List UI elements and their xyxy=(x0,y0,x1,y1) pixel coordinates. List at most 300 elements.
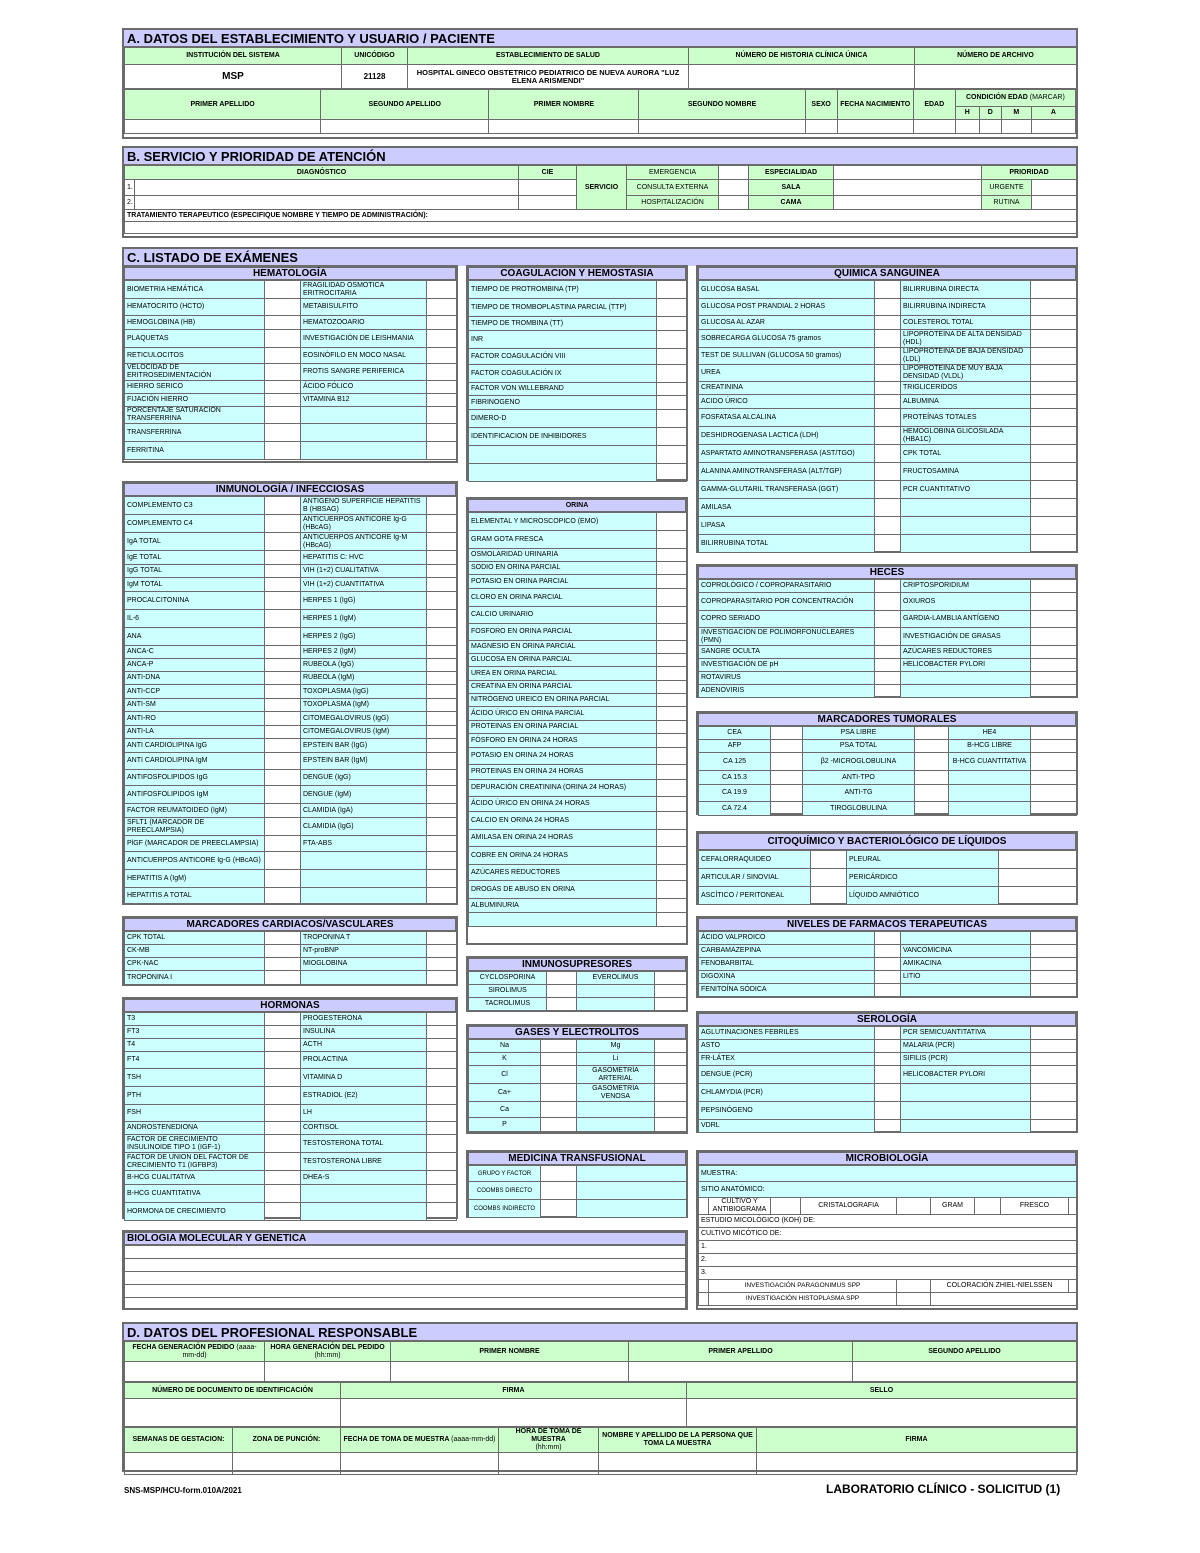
heces-exam-checkbox[interactable] xyxy=(875,672,901,685)
hematologia-exam-checkbox[interactable] xyxy=(265,394,301,407)
farmacos-exam-checkbox[interactable] xyxy=(875,984,901,997)
inmunologia-exam-checkbox[interactable] xyxy=(427,753,457,770)
hematologia-exam-checkbox[interactable] xyxy=(265,442,301,460)
heces-exam-checkbox[interactable] xyxy=(875,646,901,659)
orina-exam-checkbox[interactable] xyxy=(657,624,687,641)
gases-exam-checkbox[interactable] xyxy=(655,1102,687,1118)
tumoral-exam-checkbox[interactable] xyxy=(771,802,803,816)
inmunologia-exam-checkbox[interactable] xyxy=(265,753,301,770)
farmacos-exam-checkbox[interactable] xyxy=(875,945,901,958)
quimica-exam-checkbox[interactable] xyxy=(875,409,901,427)
quimica-exam-checkbox[interactable] xyxy=(875,330,901,348)
tumoral-exam-checkbox[interactable] xyxy=(1031,771,1077,785)
field-historia-clinica[interactable] xyxy=(689,65,915,89)
quimica-exam-checkbox[interactable] xyxy=(1031,517,1077,535)
field-hora-toma[interactable] xyxy=(499,1453,599,1475)
gases-exam-checkbox[interactable] xyxy=(541,1053,577,1066)
gases-exam-checkbox[interactable] xyxy=(655,1066,687,1084)
inmunologia-exam-checkbox[interactable] xyxy=(427,726,457,739)
tumoral-exam-checkbox[interactable] xyxy=(1031,802,1077,816)
field-primer-apellido-prof[interactable] xyxy=(629,1362,853,1382)
gases-exam-checkbox[interactable] xyxy=(655,1084,687,1102)
orina-exam-checkbox[interactable] xyxy=(657,721,687,734)
farmacos-exam-checkbox[interactable] xyxy=(1031,971,1077,984)
hormonas-exam-checkbox[interactable] xyxy=(427,1105,457,1122)
serologia-exam-checkbox[interactable] xyxy=(875,1084,901,1102)
cardiacos-exam-checkbox[interactable] xyxy=(265,932,301,945)
quimica-exam-checkbox[interactable] xyxy=(1031,409,1077,427)
citoquimico-exam-checkbox[interactable] xyxy=(999,887,1077,905)
checkbox-urgente[interactable] xyxy=(1032,180,1077,196)
field-fecha-nacimiento[interactable] xyxy=(837,120,913,134)
field-diagnostico-2[interactable] xyxy=(135,196,519,210)
serologia-exam-checkbox[interactable] xyxy=(1031,1120,1077,1133)
inmunologia-exam-checkbox[interactable] xyxy=(427,685,457,699)
inmunologia-exam-checkbox[interactable] xyxy=(265,699,301,712)
inmunologia-exam-checkbox[interactable] xyxy=(265,739,301,753)
gases-exam-checkbox[interactable] xyxy=(541,1118,577,1132)
cardiacos-exam-checkbox[interactable] xyxy=(427,971,457,985)
orina-exam-checkbox[interactable] xyxy=(657,707,687,721)
inmunosupresores-exam-checkbox[interactable] xyxy=(547,998,577,1011)
quimica-exam-checkbox[interactable] xyxy=(875,348,901,365)
inmunologia-exam-checkbox[interactable] xyxy=(427,699,457,712)
hematologia-exam-checkbox[interactable] xyxy=(427,442,457,460)
hematologia-exam-checkbox[interactable] xyxy=(427,394,457,407)
field-num-documento[interactable] xyxy=(125,1399,341,1427)
inmunosupresores-exam-checkbox[interactable] xyxy=(655,985,687,998)
hematologia-exam-checkbox[interactable] xyxy=(265,407,301,424)
field-zona[interactable] xyxy=(233,1453,341,1475)
hematologia-exam-checkbox[interactable] xyxy=(427,281,457,299)
field-segundo-nombre[interactable] xyxy=(639,120,805,134)
coagulacion-exam-checkbox[interactable] xyxy=(657,349,687,365)
inmunologia-exam-checkbox[interactable] xyxy=(265,818,301,836)
quimica-exam-checkbox[interactable] xyxy=(875,427,901,445)
inmunologia-exam-checkbox[interactable] xyxy=(427,497,457,515)
hematologia-exam-checkbox[interactable] xyxy=(427,381,457,394)
hematologia-exam-checkbox[interactable] xyxy=(265,424,301,442)
serologia-exam-checkbox[interactable] xyxy=(875,1066,901,1084)
field-hora-generacion[interactable] xyxy=(265,1362,391,1382)
inmunologia-exam-checkbox[interactable] xyxy=(265,836,301,852)
cardiacos-exam-checkbox[interactable] xyxy=(265,971,301,985)
quimica-exam-checkbox[interactable] xyxy=(875,463,901,481)
inmunologia-exam-checkbox[interactable] xyxy=(427,551,457,565)
hormonas-exam-checkbox[interactable] xyxy=(427,1171,457,1185)
quimica-exam-checkbox[interactable] xyxy=(1031,365,1077,382)
heces-exam-checkbox[interactable] xyxy=(1031,580,1077,593)
quimica-exam-checkbox[interactable] xyxy=(1031,481,1077,499)
checkbox-fresco[interactable] xyxy=(1069,1198,1077,1215)
coagulacion-exam-checkbox[interactable] xyxy=(657,299,687,317)
citoquimico-exam-checkbox[interactable] xyxy=(999,869,1077,887)
field-especialidad[interactable] xyxy=(834,166,982,180)
hormonas-exam-checkbox[interactable] xyxy=(427,1153,457,1171)
field-fecha-toma[interactable] xyxy=(341,1453,499,1475)
gases-exam-checkbox[interactable] xyxy=(655,1040,687,1053)
checkbox-zn[interactable] xyxy=(1069,1280,1077,1293)
hematologia-exam-checkbox[interactable] xyxy=(265,364,301,381)
quimica-exam-checkbox[interactable] xyxy=(875,481,901,499)
tumoral-exam-checkbox[interactable] xyxy=(1031,740,1077,753)
inmunologia-exam-checkbox[interactable] xyxy=(427,804,457,818)
orina-exam-checkbox[interactable] xyxy=(657,531,687,549)
citoquimico-exam-checkbox[interactable] xyxy=(811,869,847,887)
heces-exam-checkbox[interactable] xyxy=(1031,685,1077,698)
serologia-exam-checkbox[interactable] xyxy=(1031,1084,1077,1102)
farmacos-exam-checkbox[interactable] xyxy=(875,971,901,984)
inmunologia-exam-checkbox[interactable] xyxy=(265,672,301,685)
inmunologia-exam-checkbox[interactable] xyxy=(265,852,301,870)
farmacos-exam-checkbox[interactable] xyxy=(1031,958,1077,971)
serologia-exam-checkbox[interactable] xyxy=(875,1053,901,1066)
inmunologia-exam-checkbox[interactable] xyxy=(427,515,457,533)
farmacos-exam-checkbox[interactable] xyxy=(1031,932,1077,945)
inmunologia-exam-checkbox[interactable] xyxy=(265,770,301,786)
inmunologia-exam-checkbox[interactable] xyxy=(427,836,457,852)
orina-exam-checkbox[interactable] xyxy=(657,641,687,654)
hematologia-exam-checkbox[interactable] xyxy=(427,424,457,442)
inmunologia-exam-checkbox[interactable] xyxy=(427,646,457,659)
quimica-exam-checkbox[interactable] xyxy=(1031,281,1077,299)
heces-exam-checkbox[interactable] xyxy=(875,659,901,672)
hematologia-exam-checkbox[interactable] xyxy=(427,330,457,348)
heces-exam-checkbox[interactable] xyxy=(875,628,901,646)
orina-exam-checkbox[interactable] xyxy=(657,865,687,881)
inmunologia-exam-checkbox[interactable] xyxy=(427,628,457,646)
orina-exam-checkbox[interactable] xyxy=(657,734,687,748)
transfusional-exam-checkbox[interactable] xyxy=(541,1200,577,1218)
tumoral-exam-checkbox[interactable] xyxy=(915,785,949,802)
coagulacion-exam-checkbox[interactable] xyxy=(657,428,687,446)
field-firma[interactable] xyxy=(341,1399,687,1427)
field-semanas[interactable] xyxy=(125,1453,233,1475)
inmunologia-exam-checkbox[interactable] xyxy=(427,739,457,753)
hormonas-exam-checkbox[interactable] xyxy=(265,1026,301,1039)
field-primer-apellido[interactable] xyxy=(125,120,321,134)
heces-exam-checkbox[interactable] xyxy=(1031,628,1077,646)
farmacos-exam-checkbox[interactable] xyxy=(875,958,901,971)
inmunologia-exam-checkbox[interactable] xyxy=(265,551,301,565)
hormonas-exam-checkbox[interactable] xyxy=(265,1122,301,1135)
hormonas-exam-checkbox[interactable] xyxy=(427,1087,457,1105)
inmunosupresores-exam-checkbox[interactable] xyxy=(655,998,687,1011)
inmunologia-exam-checkbox[interactable] xyxy=(265,610,301,628)
inmunologia-exam-checkbox[interactable] xyxy=(265,533,301,551)
citoquimico-exam-checkbox[interactable] xyxy=(999,851,1077,869)
cultivo-row-2[interactable]: 2. xyxy=(699,1254,1077,1267)
orina-exam-checkbox[interactable] xyxy=(657,681,687,694)
orina-exam-checkbox[interactable] xyxy=(657,830,687,847)
orina-exam-checkbox[interactable] xyxy=(657,881,687,899)
quimica-exam-checkbox[interactable] xyxy=(1031,499,1077,517)
cardiacos-exam-checkbox[interactable] xyxy=(427,958,457,971)
gases-exam-checkbox[interactable] xyxy=(541,1102,577,1118)
orina-exam-checkbox[interactable] xyxy=(657,562,687,575)
coagulacion-exam-checkbox[interactable] xyxy=(657,410,687,428)
orina-exam-checkbox[interactable] xyxy=(657,797,687,812)
hormonas-exam-checkbox[interactable] xyxy=(427,1026,457,1039)
heces-exam-checkbox[interactable] xyxy=(875,580,901,593)
hematologia-exam-checkbox[interactable] xyxy=(265,330,301,348)
hormonas-exam-checkbox[interactable] xyxy=(265,1203,301,1221)
heces-exam-checkbox[interactable] xyxy=(875,593,901,611)
heces-exam-checkbox[interactable] xyxy=(1031,611,1077,628)
cardiacos-exam-checkbox[interactable] xyxy=(265,958,301,971)
checkbox-a[interactable] xyxy=(1031,120,1075,134)
field-sexo[interactable] xyxy=(805,120,837,134)
farmacos-exam-checkbox[interactable] xyxy=(875,932,901,945)
serologia-exam-checkbox[interactable] xyxy=(875,1027,901,1040)
hematologia-exam-checkbox[interactable] xyxy=(427,407,457,424)
inmunologia-exam-checkbox[interactable] xyxy=(265,870,301,888)
quimica-exam-checkbox[interactable] xyxy=(1031,445,1077,463)
serologia-exam-checkbox[interactable] xyxy=(1031,1053,1077,1066)
hematologia-exam-checkbox[interactable] xyxy=(427,299,457,316)
serologia-exam-checkbox[interactable] xyxy=(875,1120,901,1133)
gases-exam-checkbox[interactable] xyxy=(541,1066,577,1084)
hormonas-exam-checkbox[interactable] xyxy=(265,1185,301,1203)
checkbox-gram[interactable] xyxy=(975,1198,1001,1215)
field-tratamiento[interactable] xyxy=(125,222,1077,234)
hormonas-exam-checkbox[interactable] xyxy=(265,1087,301,1105)
heces-exam-checkbox[interactable] xyxy=(875,685,901,698)
orina-exam-checkbox[interactable] xyxy=(657,549,687,562)
quimica-exam-checkbox[interactable] xyxy=(875,395,901,409)
serologia-exam-checkbox[interactable] xyxy=(1031,1066,1077,1084)
cultivo-row-3[interactable]: 3. xyxy=(699,1267,1077,1280)
coagulacion-exam-checkbox[interactable] xyxy=(657,446,687,464)
serologia-exam-checkbox[interactable] xyxy=(875,1040,901,1053)
inmunologia-exam-checkbox[interactable] xyxy=(427,770,457,786)
inmunologia-exam-checkbox[interactable] xyxy=(427,610,457,628)
gases-exam-checkbox[interactable] xyxy=(541,1084,577,1102)
tumoral-exam-checkbox[interactable] xyxy=(1031,785,1077,802)
inmunologia-exam-checkbox[interactable] xyxy=(265,515,301,533)
hematologia-exam-checkbox[interactable] xyxy=(265,348,301,364)
orina-exam-checkbox[interactable] xyxy=(657,654,687,667)
quimica-exam-checkbox[interactable] xyxy=(875,316,901,330)
inmunologia-exam-checkbox[interactable] xyxy=(427,852,457,870)
field-diagnostico-1[interactable] xyxy=(135,180,519,196)
field-archivo[interactable] xyxy=(915,65,1077,89)
hematologia-exam-checkbox[interactable] xyxy=(265,299,301,316)
hormonas-exam-checkbox[interactable] xyxy=(265,1153,301,1171)
checkbox-hospitalizacion[interactable] xyxy=(719,196,749,210)
hematologia-exam-checkbox[interactable] xyxy=(427,316,457,330)
coagulacion-exam-checkbox[interactable] xyxy=(657,396,687,410)
inmunologia-exam-checkbox[interactable] xyxy=(265,888,301,904)
coagulacion-exam-checkbox[interactable] xyxy=(657,365,687,383)
quimica-exam-checkbox[interactable] xyxy=(875,499,901,517)
field-nombre-toma[interactable] xyxy=(599,1453,757,1475)
biologia-row[interactable] xyxy=(125,1285,686,1298)
quimica-exam-checkbox[interactable] xyxy=(1031,299,1077,316)
field-sala[interactable] xyxy=(834,180,982,196)
inmunologia-exam-checkbox[interactable] xyxy=(265,659,301,672)
biologia-row[interactable] xyxy=(125,1246,686,1259)
quimica-exam-checkbox[interactable] xyxy=(1031,463,1077,481)
orina-exam-checkbox[interactable] xyxy=(657,899,687,913)
orina-exam-checkbox[interactable] xyxy=(657,748,687,765)
checkbox-histoplasma[interactable] xyxy=(897,1293,931,1306)
hormonas-exam-checkbox[interactable] xyxy=(427,1203,457,1221)
heces-exam-checkbox[interactable] xyxy=(1031,646,1077,659)
quimica-exam-checkbox[interactable] xyxy=(1031,382,1077,395)
checkbox-d[interactable] xyxy=(979,120,1001,134)
quimica-exam-checkbox[interactable] xyxy=(875,299,901,316)
gases-exam-checkbox[interactable] xyxy=(541,1040,577,1053)
field-edad[interactable] xyxy=(913,120,955,134)
hormonas-exam-checkbox[interactable] xyxy=(265,1171,301,1185)
tumoral-exam-checkbox[interactable] xyxy=(915,740,949,753)
transfusional-exam-checkbox[interactable] xyxy=(541,1182,577,1200)
tumoral-exam-checkbox[interactable] xyxy=(915,727,949,740)
inmunologia-exam-checkbox[interactable] xyxy=(427,659,457,672)
field-cie-2[interactable] xyxy=(519,196,577,210)
inmunologia-exam-checkbox[interactable] xyxy=(265,786,301,804)
coagulacion-exam-checkbox[interactable] xyxy=(657,281,687,299)
orina-exam-checkbox[interactable] xyxy=(657,589,687,607)
biologia-row[interactable] xyxy=(125,1298,686,1310)
field-segundo-apellido[interactable] xyxy=(321,120,489,134)
gases-exam-checkbox[interactable] xyxy=(655,1118,687,1132)
field-fecha-generacion[interactable] xyxy=(125,1362,265,1382)
inmunologia-exam-checkbox[interactable] xyxy=(427,786,457,804)
serologia-exam-checkbox[interactable] xyxy=(1031,1040,1077,1053)
hormonas-exam-checkbox[interactable] xyxy=(265,1052,301,1069)
checkbox-emergencia[interactable] xyxy=(719,166,749,180)
field-cama[interactable] xyxy=(834,196,982,210)
hormonas-exam-checkbox[interactable] xyxy=(427,1185,457,1203)
inmunosupresores-exam-checkbox[interactable] xyxy=(547,985,577,998)
gases-exam-checkbox[interactable] xyxy=(655,1053,687,1066)
inmunologia-exam-checkbox[interactable] xyxy=(265,628,301,646)
tumoral-exam-checkbox[interactable] xyxy=(1031,753,1077,771)
inmunologia-exam-checkbox[interactable] xyxy=(265,565,301,578)
inmunologia-exam-checkbox[interactable] xyxy=(427,870,457,888)
orina-exam-checkbox[interactable] xyxy=(657,513,687,531)
orina-exam-checkbox[interactable] xyxy=(657,780,687,797)
orina-exam-checkbox[interactable] xyxy=(657,812,687,830)
quimica-exam-checkbox[interactable] xyxy=(1031,427,1077,445)
quimica-exam-checkbox[interactable] xyxy=(1031,395,1077,409)
inmunologia-exam-checkbox[interactable] xyxy=(427,592,457,610)
field-establecimiento[interactable]: HOSPITAL GINECO OBSTETRICO PEDIATRICO DE NUEVA AURORA "LUZ ELENA ARISMENDI" xyxy=(408,65,689,89)
cardiacos-exam-checkbox[interactable] xyxy=(265,945,301,958)
hematologia-exam-checkbox[interactable] xyxy=(265,281,301,299)
quimica-exam-checkbox[interactable] xyxy=(875,535,901,553)
heces-exam-checkbox[interactable] xyxy=(1031,672,1077,685)
checkbox-m[interactable] xyxy=(1001,120,1031,134)
heces-exam-checkbox[interactable] xyxy=(1031,593,1077,611)
inmunologia-exam-checkbox[interactable] xyxy=(265,646,301,659)
inmunologia-exam-checkbox[interactable] xyxy=(427,533,457,551)
tumoral-exam-checkbox[interactable] xyxy=(915,802,949,816)
checkbox-cultivo[interactable] xyxy=(771,1198,801,1215)
serologia-exam-checkbox[interactable] xyxy=(1031,1102,1077,1120)
checkbox-paragonimus[interactable] xyxy=(897,1280,931,1293)
checkbox-consulta[interactable] xyxy=(719,180,749,196)
quimica-exam-checkbox[interactable] xyxy=(1031,316,1077,330)
coagulacion-exam-checkbox[interactable] xyxy=(657,383,687,396)
quimica-exam-checkbox[interactable] xyxy=(875,382,901,395)
coagulacion-exam-checkbox[interactable] xyxy=(657,464,687,482)
hematologia-exam-checkbox[interactable] xyxy=(265,316,301,330)
inmunosupresores-exam-checkbox[interactable] xyxy=(547,972,577,985)
quimica-exam-checkbox[interactable] xyxy=(875,365,901,382)
tumoral-exam-checkbox[interactable] xyxy=(1031,727,1077,740)
inmunologia-exam-checkbox[interactable] xyxy=(265,685,301,699)
hematologia-exam-checkbox[interactable] xyxy=(427,364,457,381)
orina-exam-checkbox[interactable] xyxy=(657,607,687,624)
field-firma-toma[interactable] xyxy=(757,1453,1077,1475)
orina-exam-checkbox[interactable] xyxy=(657,575,687,589)
checkbox-cristalografia[interactable] xyxy=(897,1198,931,1215)
orina-exam-checkbox[interactable] xyxy=(657,765,687,780)
citoquimico-exam-checkbox[interactable] xyxy=(811,887,847,905)
cardiacos-exam-checkbox[interactable] xyxy=(427,932,457,945)
cultivo-row-1[interactable]: 1. xyxy=(699,1241,1077,1254)
quimica-exam-checkbox[interactable] xyxy=(875,281,901,299)
orina-exam-checkbox[interactable] xyxy=(657,694,687,707)
coagulacion-exam-checkbox[interactable] xyxy=(657,331,687,349)
inmunologia-exam-checkbox[interactable] xyxy=(427,712,457,726)
orina-exam-checkbox[interactable] xyxy=(657,847,687,865)
quimica-exam-checkbox[interactable] xyxy=(1031,348,1077,365)
field-institucion[interactable]: MSP xyxy=(125,65,342,89)
tumoral-exam-checkbox[interactable] xyxy=(771,785,803,802)
tumoral-exam-checkbox[interactable] xyxy=(915,753,949,771)
hormonas-exam-checkbox[interactable] xyxy=(427,1135,457,1153)
tumoral-exam-checkbox[interactable] xyxy=(915,771,949,785)
inmunologia-exam-checkbox[interactable] xyxy=(427,672,457,685)
inmunologia-exam-checkbox[interactable] xyxy=(265,497,301,515)
hormonas-exam-checkbox[interactable] xyxy=(427,1069,457,1087)
tumoral-exam-checkbox[interactable] xyxy=(771,771,803,785)
field-primer-nombre-prof[interactable] xyxy=(391,1362,629,1382)
quimica-exam-checkbox[interactable] xyxy=(875,517,901,535)
checkbox-rutina[interactable] xyxy=(1032,196,1077,210)
heces-exam-checkbox[interactable] xyxy=(1031,659,1077,672)
inmunologia-exam-checkbox[interactable] xyxy=(427,578,457,592)
farmacos-exam-checkbox[interactable] xyxy=(1031,984,1077,997)
hormonas-exam-checkbox[interactable] xyxy=(427,1052,457,1069)
orina-exam-checkbox[interactable] xyxy=(657,913,687,927)
quimica-exam-checkbox[interactable] xyxy=(875,445,901,463)
hormonas-exam-checkbox[interactable] xyxy=(427,1039,457,1052)
serologia-exam-checkbox[interactable] xyxy=(1031,1027,1077,1040)
quimica-exam-checkbox[interactable] xyxy=(1031,330,1077,348)
inmunologia-exam-checkbox[interactable] xyxy=(265,592,301,610)
inmunologia-exam-checkbox[interactable] xyxy=(427,818,457,836)
inmunosupresores-exam-checkbox[interactable] xyxy=(655,972,687,985)
quimica-exam-checkbox[interactable] xyxy=(1031,535,1077,553)
field-primer-nombre[interactable] xyxy=(489,120,639,134)
cardiacos-exam-checkbox[interactable] xyxy=(427,945,457,958)
hormonas-exam-checkbox[interactable] xyxy=(265,1135,301,1153)
field-cie-1[interactable] xyxy=(519,180,577,196)
biologia-row[interactable] xyxy=(125,1272,686,1285)
serologia-exam-checkbox[interactable] xyxy=(875,1102,901,1120)
inmunologia-exam-checkbox[interactable] xyxy=(427,888,457,904)
checkbox-h[interactable] xyxy=(955,120,979,134)
hematologia-exam-checkbox[interactable] xyxy=(427,348,457,364)
hormonas-exam-checkbox[interactable] xyxy=(265,1039,301,1052)
transfusional-exam-checkbox[interactable] xyxy=(541,1166,577,1182)
field-sello[interactable] xyxy=(687,1399,1077,1427)
